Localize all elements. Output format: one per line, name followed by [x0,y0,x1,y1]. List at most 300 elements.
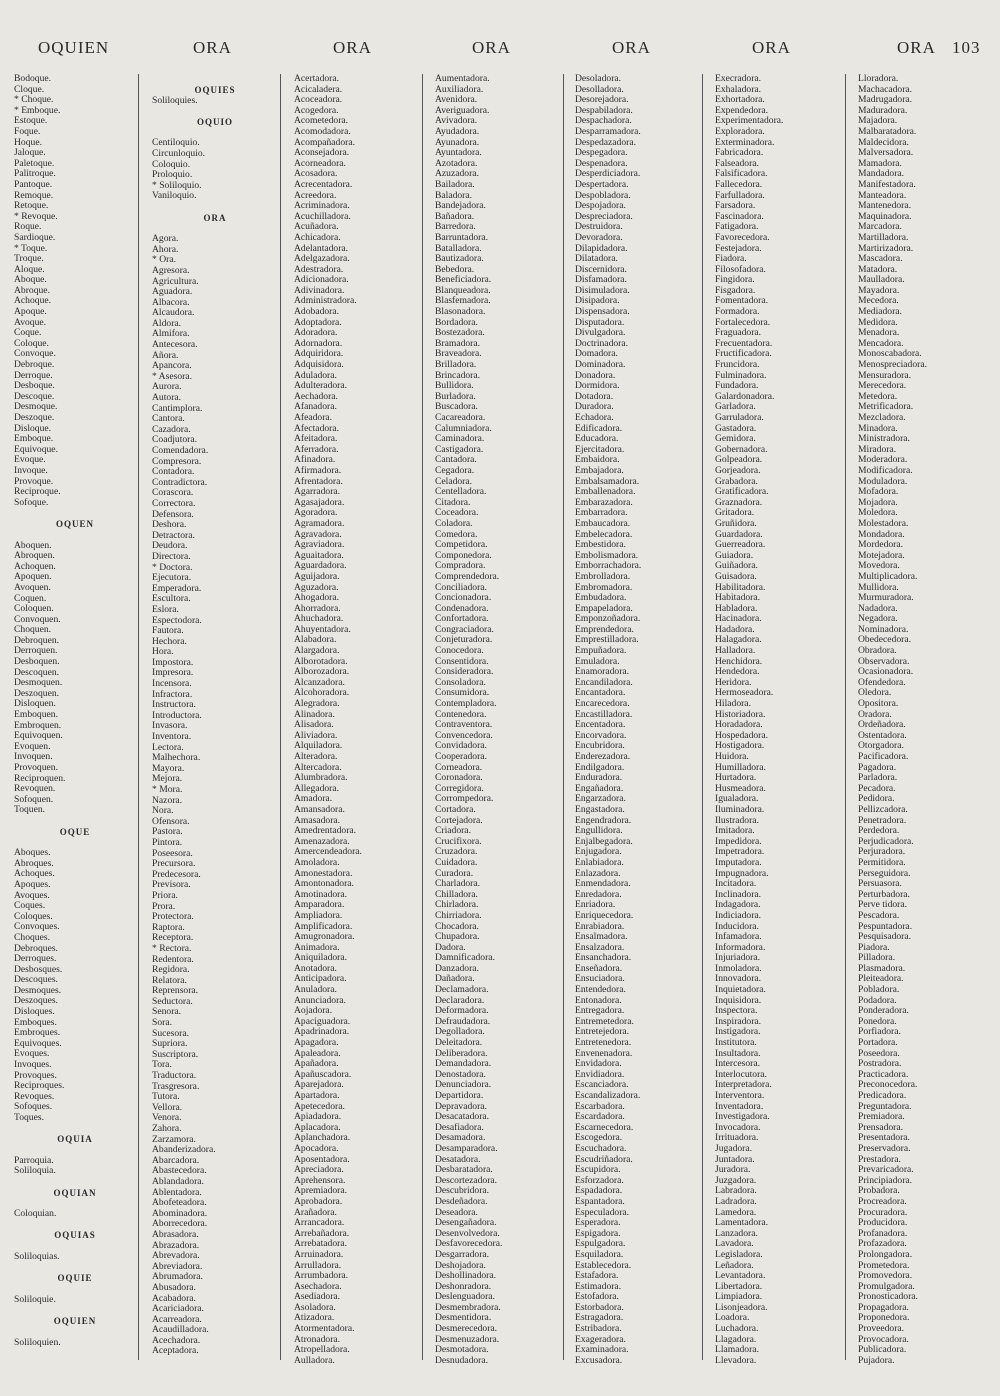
word-entry: Crucifixora. [435,835,482,847]
word-entry: Detractora. [152,529,195,541]
word-entry: Alcanzadora. [294,676,345,688]
word-entry: Acariciadora. [152,1303,204,1315]
word-entry: Centelladora. [435,486,487,498]
word-entry: Hospedadora. [715,729,769,741]
word-entry: Husmeadora. [715,782,766,794]
word-entry: Coloquian. [14,1208,57,1220]
word-entry: Escupidora. [575,1164,621,1176]
word-entry: Cacareadora. [435,412,486,423]
word-entry: Tutora. [152,1091,180,1103]
word-entry: Hora. [152,646,174,658]
word-entry: Aprobadora. [294,1195,343,1207]
word-entry: Coronadora. [435,772,483,784]
word-entry: Ocasionadora. [858,666,914,678]
word-entry: Ayuntadora. [435,147,482,159]
word-entry: Citadora. [435,496,471,508]
word-entry: Asechadora. [294,1280,342,1292]
word-entry: Amadora. [294,793,333,805]
word-entry: Filosofadora. [715,263,766,275]
word-entry: Vaniloquio. [152,190,197,202]
word-entry: Estofadora. [575,1291,619,1303]
word-entry: Alisadora. [294,719,334,731]
word-entry: Inducidora. [715,920,759,932]
word-entry: Habladora. [715,602,758,614]
word-entry: * Revoque. [14,210,58,222]
word-entry: Apartadora. [294,1090,340,1101]
word-entry: Engullidora. [575,825,623,837]
word-entry: Escultora. [152,593,191,605]
word-entry: Incitadora. [715,878,757,890]
word-entry: Abarcadora. [152,1154,200,1166]
word-entry: Medidora. [858,316,898,328]
word-entry: Mojadora. [858,496,898,508]
word-entry: Cruzadora. [435,846,478,858]
word-entry: Exageradora. [575,1333,626,1345]
word-entry: Beneficiadora. [435,274,492,286]
word-entry: Desmentidora. [435,1312,492,1324]
word-entry: Contadora. [152,466,195,478]
word-entry: Portadora. [858,1037,898,1049]
word-entry: Aniquiladora. [294,952,348,964]
word-entry: Observadora. [858,655,910,667]
word-entry: Abrazadora. [152,1239,200,1251]
word-entry: Aborrecedora. [152,1218,208,1230]
word-entry: Investigadora. [715,1111,770,1123]
word-entry: Impugnadora. [715,867,769,879]
word-entry: Derroquen. [14,645,58,657]
word-entry: Mantenedora. [858,200,912,212]
word-entry: Exhaladora. [715,83,762,95]
word-entry: Impresora. [152,667,194,679]
word-entry: Coloquen. [14,603,54,615]
word-entry: Menospreciadora. [858,359,927,371]
word-column-3 [294,73,420,1366]
word-entry: Instructora. [152,699,196,711]
word-entry: Martirizadora. [858,242,914,254]
word-entry: Grabadora. [715,475,758,487]
word-entry: Imputadora. [715,856,762,868]
word-entry: Afanadora. [294,401,337,413]
word-entry: Desmoques. [14,984,62,996]
word-entry: Perturbadora. [858,888,910,900]
word-entry: Fatigadora. [715,221,759,233]
word-entry: Seductora. [152,995,193,1007]
word-entry: Defraudadora. [435,1015,491,1027]
word-entry: Descoquen. [14,666,60,678]
word-entry: Reciproques. [14,1080,65,1092]
column-rule [280,74,281,1360]
word-entry: Enrabiadora. [575,920,625,932]
word-entry: Lloradora. [858,73,899,84]
word-entry: Desboque. [14,380,55,392]
word-entry: Enriquecedora. [575,909,634,921]
word-entry: Coadjutora. [152,434,198,446]
word-entry: Instigadora. [715,1026,761,1038]
word-entry: Humilladora. [715,761,766,773]
word-entry: Corregidora. [435,782,484,794]
word-entry: Acorneadora. [294,157,346,169]
word-entry: Festejadora. [715,242,762,254]
word-entry: Pantoque. [14,178,53,190]
word-entry: Soliloquia. [14,1165,56,1177]
word-entry: Poseedora. [858,1047,900,1059]
word-entry: Roque. [14,221,42,233]
word-entry: Hiladora. [715,698,751,710]
word-entry: Raptora. [152,921,185,933]
word-entry: Aechadora. [294,390,338,402]
word-entry: Achoque. [14,295,52,307]
word-entry: Mondadora. [858,528,905,540]
word-entry: Escandalizadora. [575,1090,641,1101]
word-entry: Alumbradora. [294,772,348,784]
word-entry: Bañadora. [435,210,475,222]
word-entry: Prora. [152,900,176,912]
word-entry: Aguzadora. [294,581,339,593]
word-entry: Embelecadora. [575,528,633,540]
word-entry: Menadora. [858,327,900,339]
word-entry: Convencedora. [435,729,493,741]
word-entry: Paletoque. [14,157,55,169]
word-entry: Premiadora. [858,1111,905,1123]
word-entry: Enduradora. [575,772,623,784]
word-entry: Lanzadora. [715,1227,758,1239]
word-entry: Hoque. [14,136,42,148]
word-entry: Gastadora. [715,422,757,434]
word-entry: Pujadora. [858,1354,895,1366]
word-entry: Chilladora. [435,888,478,900]
word-entry: Indagadora. [715,899,761,911]
word-entry: Prolongadora. [858,1248,913,1260]
word-entry: Coloquio. [152,158,191,170]
word-entry: Embaidora. [575,454,620,466]
word-entry: Equivoques. [14,1037,62,1049]
word-entry: Machacadora. [858,83,913,95]
word-entry: Chirriadora. [435,909,482,921]
word-entry: Senora. [152,1006,182,1018]
word-entry: Deshora. [152,519,187,531]
word-entry: Afeadora. [294,412,333,423]
word-entry: Dotadora. [575,390,614,402]
word-entry: Acosadora. [294,168,338,180]
word-entry: Bordadora. [435,316,478,328]
word-entry: Aguardadora. [294,560,347,572]
word-entry: Achoquen. [14,560,56,572]
word-entry: Encarecedora. [575,698,630,710]
word-entry: Emperadora. [152,582,202,594]
word-entry: Cooperadora. [435,751,487,762]
word-entry: Donadora. [575,369,616,381]
word-entry: Llamadora. [715,1344,759,1356]
word-entry: Dispensadora. [575,306,630,318]
word-entry: Halladora. [715,645,756,657]
word-entry: Desmoquen. [14,677,63,689]
word-entry: Informadora. [715,941,766,953]
word-entry: Aboque. [14,274,47,286]
word-entry: Soliloquies. [152,94,198,106]
word-entry: Burladora. [435,390,476,402]
word-entry: Emboque. [14,433,54,445]
word-entry: Engendradora. [575,814,632,826]
column-rule [845,74,846,1360]
word-entry: Azotadora. [435,157,478,169]
word-entry: Defensora. [152,508,194,520]
word-entry: Dilatadora. [575,253,618,265]
word-entry: Apoques. [14,878,51,890]
word-entry: Formadora. [715,306,760,318]
word-entry: Expendedora. [715,104,769,116]
word-entry: Alargadora. [294,645,340,657]
word-entry: Falseadora. [715,157,759,169]
word-entry: Alcohoradora. [294,687,350,699]
word-entry: Hacinadora. [715,613,762,625]
word-entry: Llagadora. [715,1333,757,1345]
word-entry: Cloque. [14,83,45,95]
word-entry: Fautora. [152,625,184,637]
word-entry: Anticipadora. [294,973,347,985]
word-entry: * Asesora. [152,370,192,382]
spacer [152,74,278,85]
word-entry: Contenedora. [435,708,487,720]
word-entry: Empuñadora. [575,645,627,657]
word-entry: Amedrentadora. [294,825,357,837]
word-entry: Heridora. [715,676,752,688]
word-entry: Apaciguadora. [294,1015,351,1027]
word-entry: Parladora. [858,772,898,784]
word-entry: Amasadora. [294,814,341,826]
word-entry: Oradora. [858,708,892,720]
word-entry: Pacificadora. [858,751,909,762]
word-entry: Coques. [14,900,46,912]
word-entry: Farsadora. [715,200,756,212]
word-entry: Emprestilladora. [575,634,639,646]
word-entry: Penetradora. [858,814,907,826]
word-entry: Deleitadora. [435,1037,483,1049]
word-entry: Fingidora. [715,274,755,286]
word-entry: Ayudadora. [435,125,480,137]
word-entry: Pecadora. [858,782,896,794]
word-entry: Apocadora. [294,1142,339,1154]
word-entry: Frecuentadora. [715,337,773,349]
word-entry: Manifestadora. [858,178,916,190]
word-entry: Circunloquio. [152,147,206,159]
word-entry: Madrugadora. [858,94,913,106]
word-entry: Cortejadora. [435,814,483,826]
word-entry: Intercesora. [715,1058,761,1070]
word-entry: Choques. [14,931,50,943]
word-entry: Enredadora. [575,888,622,900]
word-entry: Acomodadora. [294,125,351,137]
word-entry: Traductora. [152,1070,197,1082]
word-entry: Pastora. [152,826,183,838]
word-column-4 [435,73,561,1366]
word-entry: Corrompedora. [435,793,494,805]
word-entry: Dilapidadora. [575,242,628,254]
section-heading: ORA [203,212,227,223]
word-entry: Envidadora. [575,1058,622,1070]
running-head [0,38,1000,68]
word-entry: Altercadora. [294,761,342,773]
word-entry: Apañadora. [294,1058,339,1070]
word-entry: Deudora. [152,540,188,552]
word-entry: Historiadora. [715,708,766,720]
word-entry: Apetecedora. [294,1100,345,1112]
word-entry: Falsificadora. [715,168,768,180]
word-entry: Contraventora. [435,719,493,731]
word-entry: Ahuyentadora. [294,623,351,635]
word-column-2 [152,74,278,1360]
word-entry: * Soliloquio. [152,179,202,191]
word-entry: Hendedora. [715,666,760,678]
word-entry: Regidora. [152,964,190,976]
word-entry: Exhortadora. [715,94,765,106]
column-rule [563,74,564,1360]
word-entry: Correctora. [152,497,196,509]
section-heading: OQUE [59,826,91,837]
word-entry: Aposentadora. [294,1153,350,1165]
word-entry: Malhechora. [152,752,201,764]
word-entry: Galardonadora. [715,390,775,402]
word-entry: Enjalbegadora. [575,835,633,847]
word-entry: Embalsamadora. [575,475,640,487]
word-entry: Insultadora. [715,1047,761,1059]
word-entry: Abrevadora. [152,1250,200,1262]
word-entry: Invocadora. [715,1121,761,1133]
word-entry: Afectadora. [294,422,340,434]
word-entry: Encubridora. [575,740,625,752]
word-entry: Pesquisadora. [858,931,912,943]
word-entry: Nazora. [152,794,183,806]
section-heading: OQUIO [196,116,233,127]
word-entry: Devoradora. [575,231,623,243]
word-entry: * Choque. [14,94,54,106]
word-entry: Provoquen. [14,762,58,773]
word-entry: Amotinadora. [294,888,348,900]
word-entry: Mamadora. [858,157,902,169]
word-entry: Bandejadora. [435,200,486,212]
word-entry: Iluminadora. [715,803,765,815]
word-entry: Enlazadora. [575,867,621,879]
word-entry: Incensora. [152,678,192,690]
word-entry: Estragadora. [575,1312,624,1324]
word-entry: Libertadora. [715,1280,763,1292]
word-entry: Infractora. [152,688,193,700]
word-entry: Reciproquen. [14,772,66,784]
section-heading: OQUIAN [53,1187,97,1198]
word-entry: Embolismadora. [575,549,639,561]
word-entry: Deshollinadora. [435,1270,497,1282]
word-entry: Monoscabadora. [858,348,922,360]
word-entry: Motejadora. [858,549,905,561]
word-entry: Enlabiadora. [575,856,624,868]
word-entry: Curadora. [435,867,474,879]
word-entry: Desamadora. [435,1132,486,1144]
word-entry: Edificadora. [575,422,623,434]
word-entry: Desfavorecedora. [435,1238,503,1250]
word-entry: Previsora. [152,879,191,891]
spacer [14,1177,136,1188]
word-entry: Duradora. [575,401,614,413]
word-entry: Gritadora. [715,507,755,519]
word-entry: Murmuradora. [858,592,914,604]
word-entry: Engarzadora. [575,793,626,805]
word-entry: Loadora. [715,1312,750,1324]
word-entry: Aprehensora. [294,1174,346,1186]
word-entry: Movedora. [858,560,900,572]
word-entry: Convidadora. [435,740,487,752]
word-entry: Denostadora. [435,1068,486,1080]
word-entry: Henchidora. [715,655,763,667]
word-entry: Emboques. [14,1016,57,1028]
word-entry: Irrituadora. [715,1132,759,1144]
word-entry: Disipadora. [575,295,620,307]
word-entry: Destruidora. [575,221,623,233]
word-entry: Deseadora. [435,1206,478,1218]
word-entry: Contradictora. [152,476,208,488]
word-entry: Acicaladera. [294,83,343,95]
word-entry: Enseñadora. [575,962,623,974]
word-entry: Fabricadora. [715,147,764,159]
word-entry: Mediadora. [858,306,902,318]
word-entry: Despojadora. [575,200,626,212]
word-entry: Encentadora. [575,719,626,731]
word-entry: Despertadora. [575,178,629,190]
word-entry: Degolladora. [435,1026,485,1038]
word-entry: Injuriadora. [715,952,761,964]
word-entry: Ahogadora. [294,592,340,604]
word-entry: Preservadora. [858,1142,911,1154]
word-entry: * Rectora. [152,942,192,954]
word-entry: Desdeñadora. [435,1195,488,1207]
word-entry: Disloque. [14,422,52,434]
word-entry: Mullidora. [858,581,899,593]
word-entry: Suscriptora. [152,1048,199,1060]
word-entry: Persuasora. [858,878,902,890]
word-entry: Experimentadora. [715,115,784,127]
word-entry: Esperadora. [575,1217,621,1229]
word-entry: Debroque. [14,359,55,371]
word-entry: Embroquen. [14,719,62,731]
word-entry: Arrumbadora. [294,1270,349,1282]
word-entry: Pleiteadora. [858,973,904,985]
word-entry: Inspectora. [715,1005,758,1017]
word-entry: Horadadora. [715,719,763,731]
word-entry: Establecedora. [575,1259,632,1271]
running-head-word: OQUIEN [38,38,110,57]
word-entry: Desoladora. [575,73,622,84]
word-entry: Añora. [152,349,179,361]
word-entry: Cuidadora. [435,856,478,868]
word-entry: Obradora. [858,645,897,657]
word-entry: Acuñadora. [294,221,339,233]
word-entry: Choquen. [14,624,52,636]
word-entry: Atizadora. [294,1312,335,1324]
section-heading: OQUIES [194,84,236,95]
word-entry: Majadora. [858,115,898,127]
word-entry: Estafadora. [575,1270,619,1282]
word-entry: Cantimplora. [152,402,203,414]
word-entry: Moledora. [858,507,898,519]
word-entry: Apancora. [152,360,192,372]
word-entry: Doctrinadora. [575,337,629,349]
word-entry: Desperdiciadora. [575,168,641,180]
word-entry: Directora. [152,550,191,562]
word-entry: Fructificadora. [715,348,772,360]
word-entry: Plasmadora. [858,962,906,974]
word-entry: Fiadora. [715,253,747,265]
word-entry: Maduradora. [858,104,908,116]
word-entry: Coceadora. [435,507,479,519]
column-rule [138,74,139,1360]
